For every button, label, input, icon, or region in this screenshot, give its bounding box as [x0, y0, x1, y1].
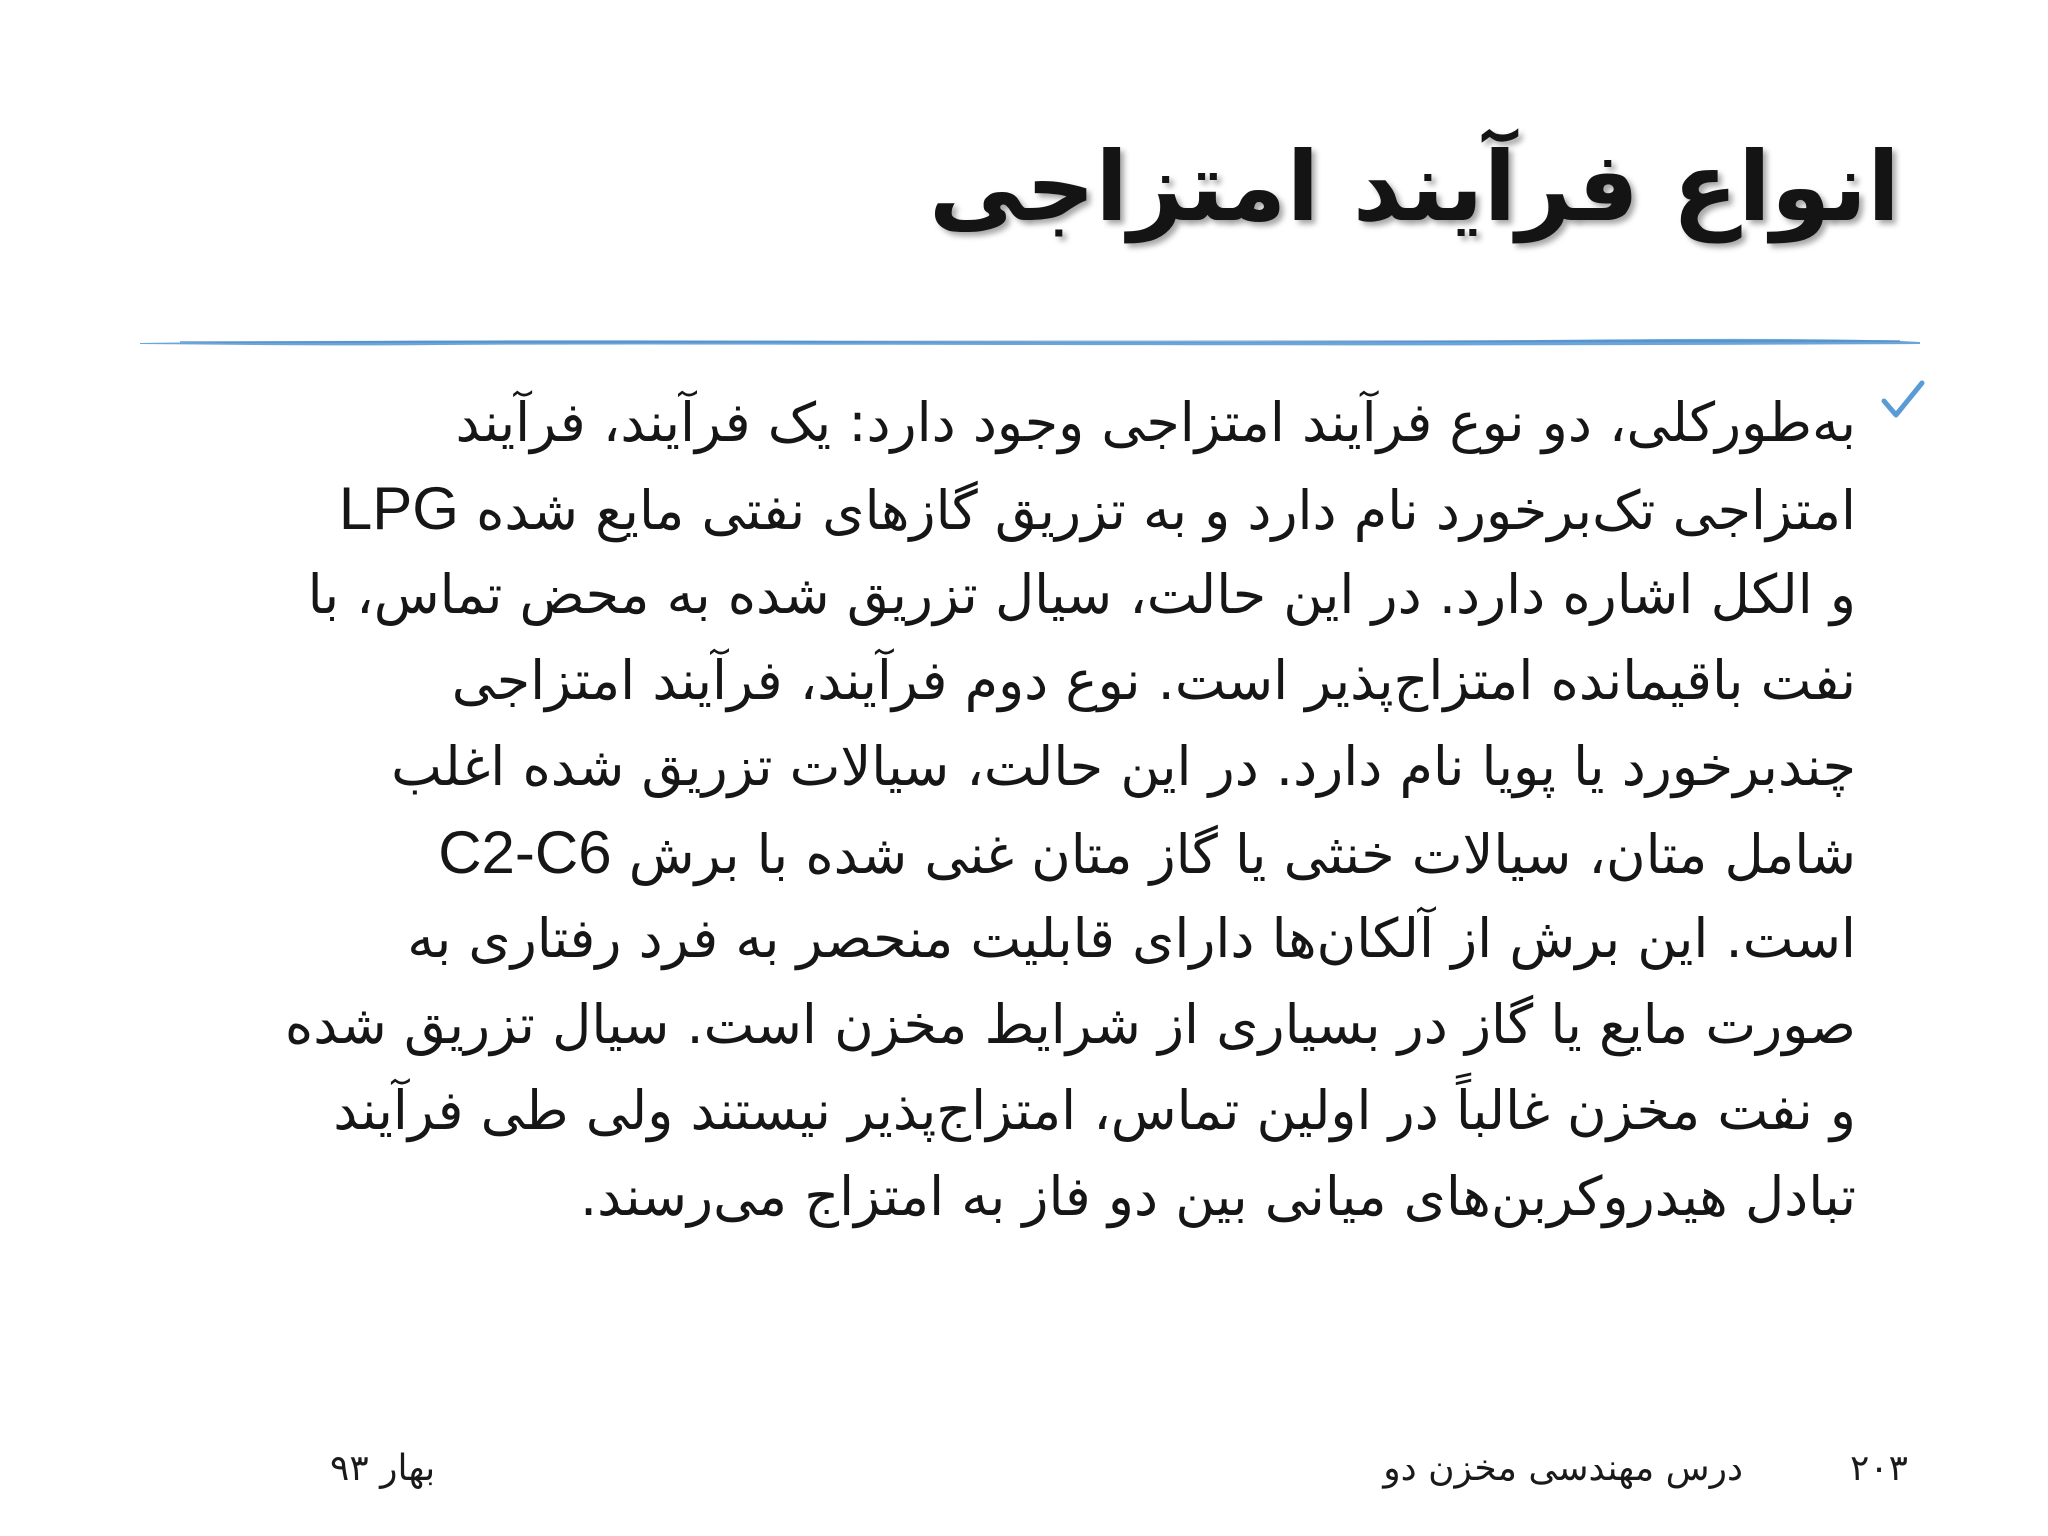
title-underline — [140, 337, 1920, 347]
paragraph-line-text: و نفت مخزن غالباً در اولین تماس، امتزاج‌پذیر نیستند ولی طی فرآیند — [333, 1079, 1856, 1142]
slide-title: انواع فرآیند امتزاجی — [928, 131, 1900, 243]
paragraph-line — [156, 638, 1856, 724]
checkmark-icon — [1876, 375, 1928, 427]
paragraph-line — [156, 724, 1856, 810]
paragraph-line-text: و الکل اشاره دارد. در این حالت، سیال تزریق شده به محض تماس، با — [307, 563, 1856, 626]
paragraph-line — [156, 982, 1856, 1068]
latin-term: C2-C6 — [438, 819, 612, 886]
bullet-paragraph — [156, 380, 1856, 1240]
paragraph-line — [156, 380, 1856, 466]
latin-term: LPG — [338, 475, 459, 542]
paragraph-line — [156, 1154, 1856, 1240]
paragraph-line-text: نفت باقیمانده امتزاج‌پذیر است. نوع دوم فرآیند، فرآیند امتزاجی — [451, 649, 1856, 712]
paragraph-line — [156, 896, 1856, 982]
paragraph-line — [156, 552, 1856, 638]
paragraph-line-text: تبادل هیدروکربن‌های میانی بین دو فاز به امتزاج می‌رسند. — [579, 1165, 1856, 1228]
paragraph-line-text: چندبرخورد یا پویا نام دارد. در این حالت، سیالات تزریق شده اغلب — [391, 735, 1856, 798]
paragraph-line-text: صورت مایع یا گاز در بسیاری از شرایط مخزن است. سیال تزریق شده — [284, 993, 1856, 1056]
paragraph-line-text: امتزاجی تک‌برخورد نام دارد و به تزریق گازهای نفتی مایع شده — [476, 479, 1856, 542]
term-label: بهار ۹۳ — [330, 1448, 436, 1489]
paragraph-line — [156, 1068, 1856, 1154]
paragraph-line-text: است. این برش از آلکان‌ها دارای قابلیت منحصر به فرد رفتاری به — [407, 907, 1856, 970]
course-name: درس مهندسی مخزن دو — [1383, 1448, 1743, 1489]
paragraph-line-text: به‌طورکلی، دو نوع فرآیند امتزاجی وجود دارد: یک فرآیند، فرآیند — [455, 391, 1856, 454]
paragraph-line-text: شامل متان، سیالات خنثی یا گاز متان غنی شده با برش — [628, 823, 1856, 886]
page-number: ۲۰۳ — [1849, 1448, 1908, 1489]
paragraph-line — [156, 810, 1856, 896]
paragraph-line — [156, 466, 1856, 552]
